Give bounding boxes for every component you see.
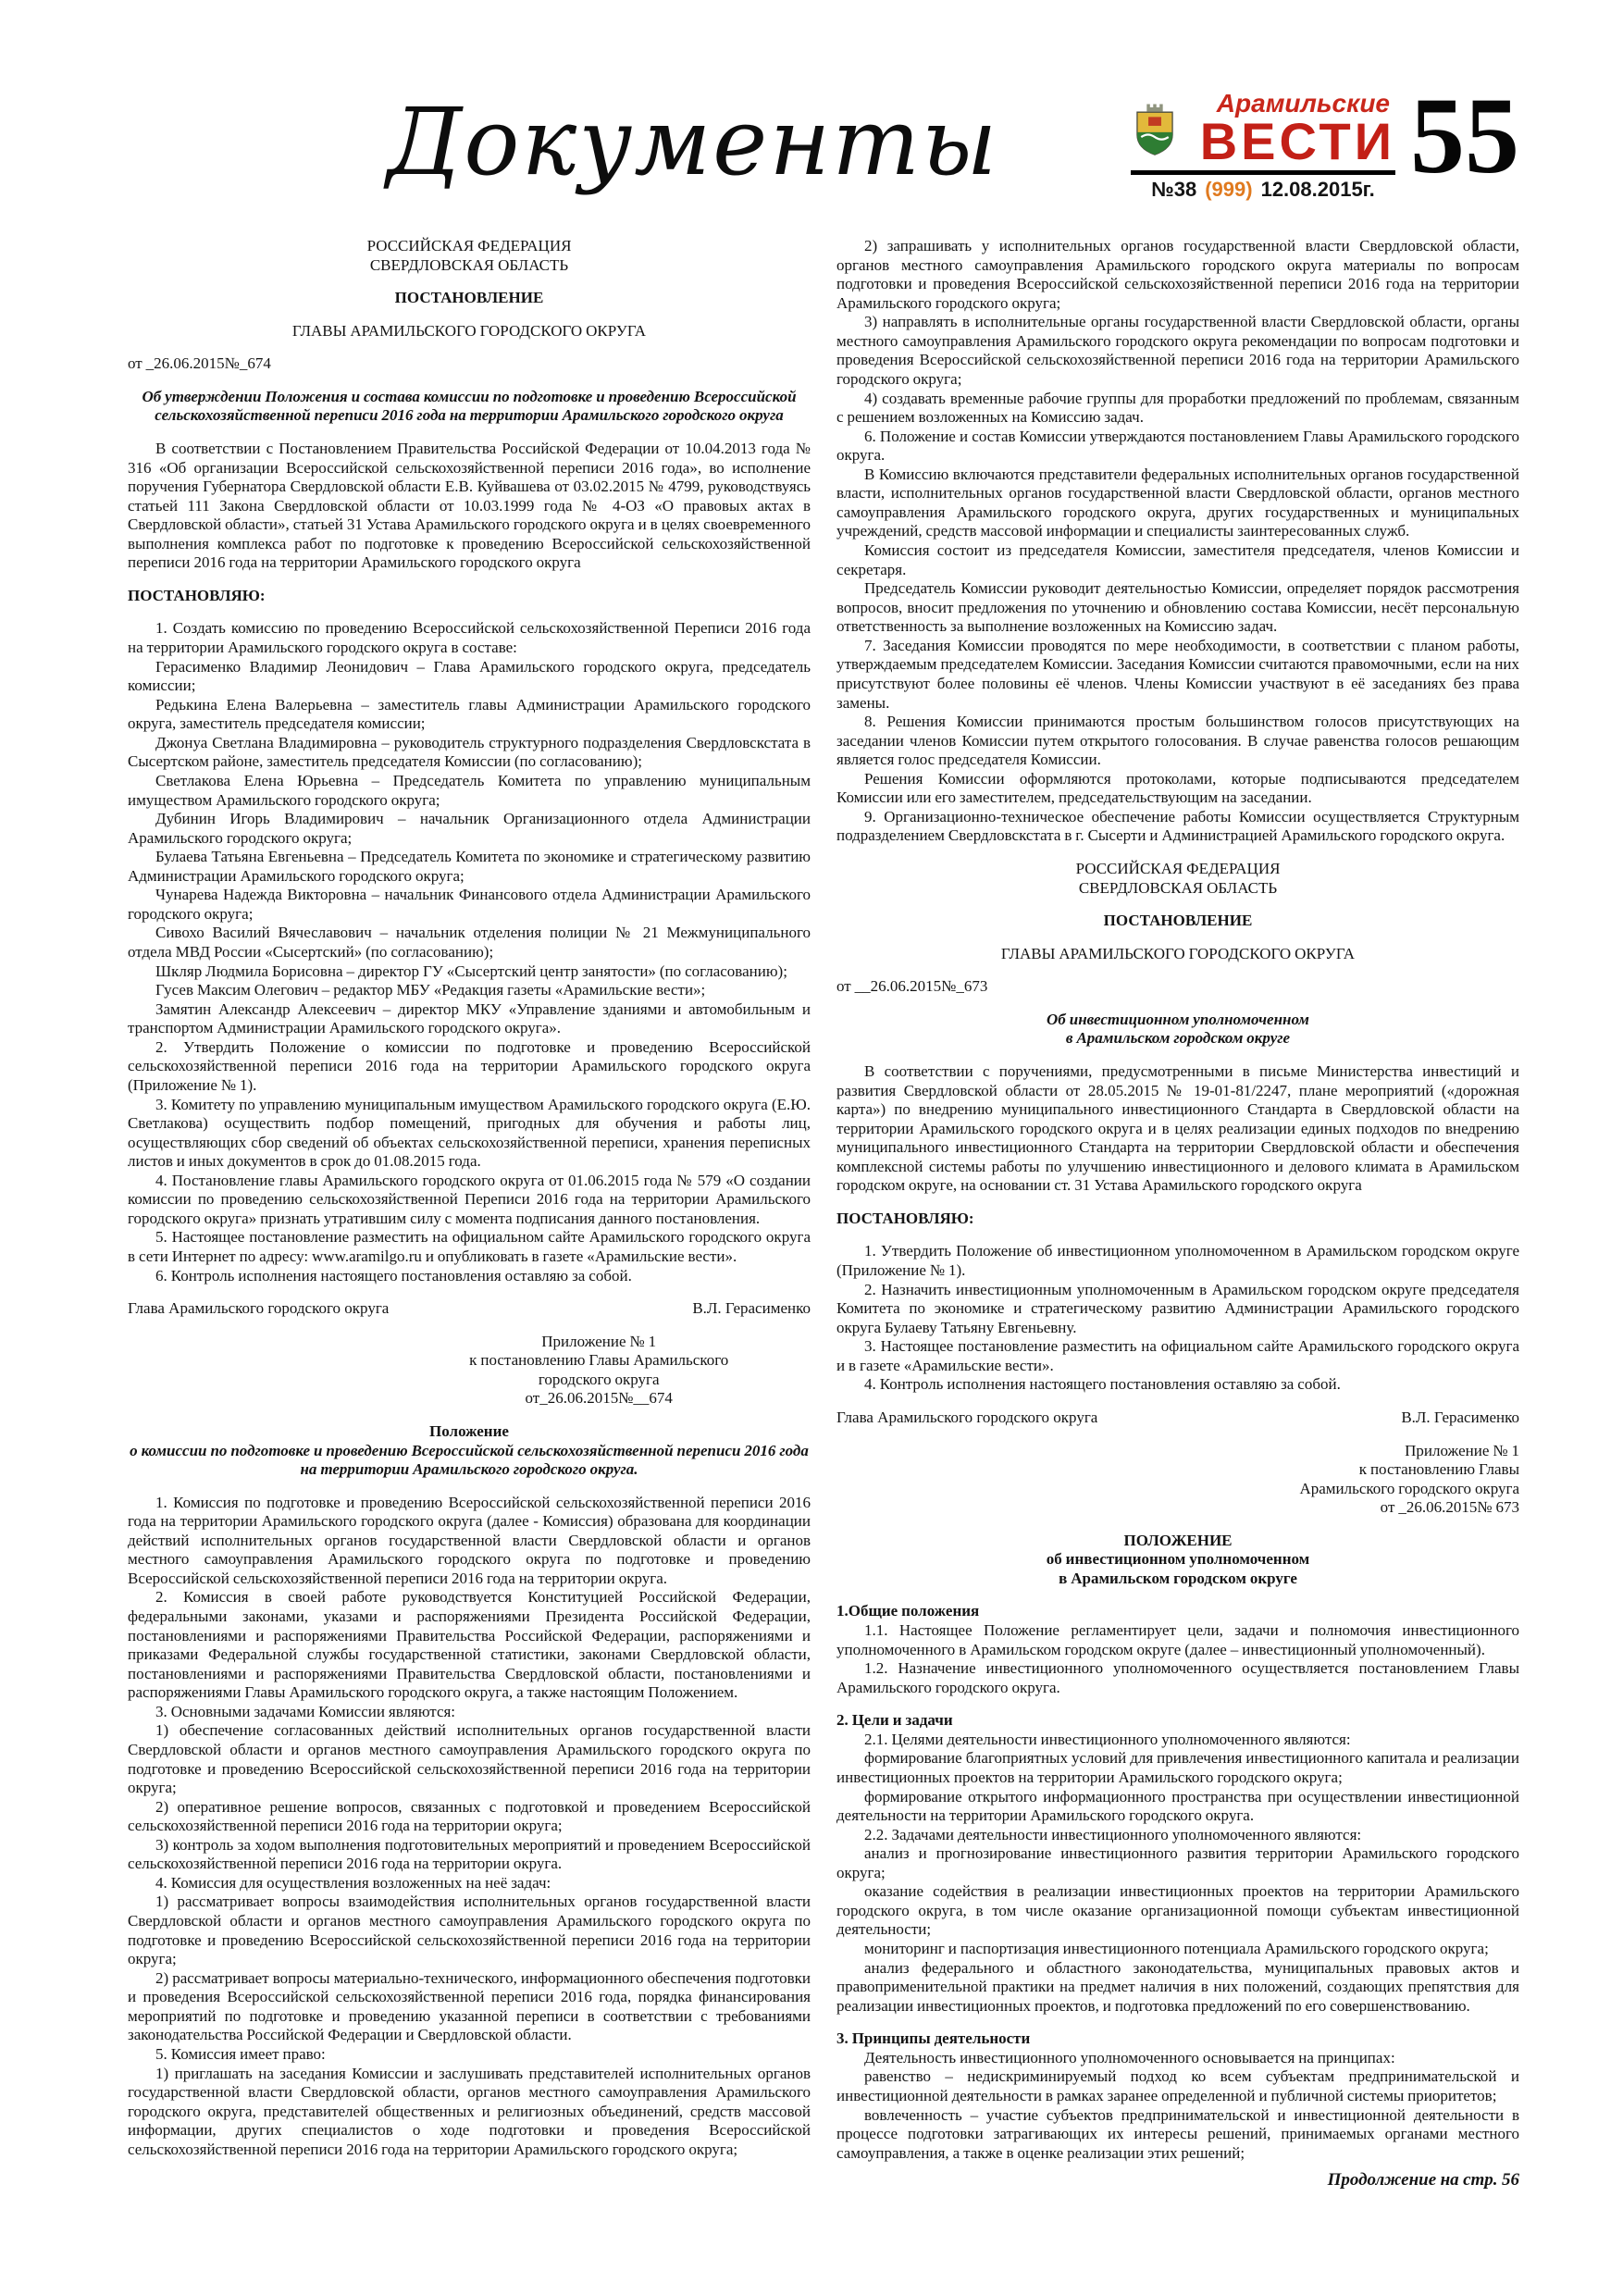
spacer	[128, 426, 811, 440]
spacer	[128, 573, 811, 587]
document-date: от _26.06.2015№_674	[128, 354, 271, 373]
spacer	[836, 1697, 1519, 1711]
section-title: Документы	[387, 88, 999, 196]
paragraph: 7. Заседания Комиссии проводятся по мере необходимости, в соответствии с планом работы, утверждаемым председателем Комиссии. Заседания Комиссии считаются правомочными, если на них присутствуют более половины её членов. Члены Комиссии участвуют в её заседаниях без права замены.	[836, 636, 1519, 712]
spacer	[836, 1428, 1519, 1442]
paragraph: Замятин Александр Алексеевич – директор МКУ «Управление зданиями и автомобильным и транспортом Администрации Арамильского городского округа».	[128, 999, 811, 1037]
masthead	[1131, 91, 1395, 202]
signature-name: В.Л. Герасименко	[1401, 1408, 1519, 1426]
paragraph: 4) создавать временные рабочие группы для проработки предложений по проблемам, связанным с решением возложенных на Комиссию задач.	[836, 389, 1519, 427]
appendix-line: к постановлению Главы Арамильского	[469, 1351, 729, 1370]
document-heading: ПОЛОЖЕНИЕ	[1123, 1531, 1233, 1549]
appendix-line: к постановлению Главы	[1358, 1460, 1519, 1479]
spacer	[128, 1480, 811, 1494]
spacer	[836, 2016, 1519, 2029]
paragraph: 6. Положение и состав Комиссии утверждаются постановлением Главы Арамильского городского округа.	[836, 427, 1519, 465]
paragraph: Чунарева Надежда Викторовна – начальник Финансового отдела Администрации Арамильского городского округа;	[128, 886, 811, 923]
paragraph: 1.1. Настоящее Положение регламентирует цели, задачи и полномочия инвестиционного уполномоченного в Арамильском городском округе (далее – инвестиционный уполномоченный).	[836, 1621, 1519, 1658]
paragraph: 3. Настоящее постановление разместить на официальном сайте Арамильского городского округа и в газете «Арамильские вести».	[836, 1337, 1519, 1374]
paragraph: 2. Назначить инвестиционным уполномоченным в Арамильском городском округе председателя Комитета по экономике и стратегическому развитию Администрации Арамильского городского округа Булаеву Татьяну Евгеньевну.	[836, 1280, 1519, 1336]
page-header	[0, 0, 1623, 231]
document-date: от __26.06.2015№_673	[836, 977, 988, 996]
spacer	[128, 374, 811, 388]
issue-date: 12.08.2015г.	[1260, 178, 1375, 202]
document-heading: РОССИЙСКАЯ ФЕДЕРАЦИЯ	[366, 237, 572, 254]
paragraph: Светлакова Елена Юрьевна – Председатель Комитета по управлению муниципальным имуществом Арамильского городского округа;	[128, 771, 811, 809]
paragraph: 1.2. Назначение инвестиционного уполномоченного осуществляется постановлением Главы Арамильского городского округа.	[836, 1659, 1519, 1696]
document-heading: ГЛАВЫ АРАМИЛЬСКОГО ГОРОДСКОГО ОКРУГА	[291, 321, 647, 340]
brand-name-top: Арамильские	[1216, 89, 1390, 118]
spacer	[836, 898, 1519, 912]
section-heading: ПОСТАНОВЛЯЮ:	[836, 1209, 974, 1227]
paragraph: 4. Постановление главы Арамильского городского округа от 01.06.2015 года № 579 «О создании комиссии по проведению сельскохозяйственной Переписи 2016 года на территории Арамильского городского округа» признать утратившим силу с момента подписания данного постановления.	[128, 1171, 811, 1227]
paragraph: 2.1. Целями деятельности инвестиционного уполномоченного являются:	[864, 1730, 1351, 1748]
spacer	[836, 1395, 1519, 1409]
continuation-note: Продолжение на стр. 56	[1327, 2170, 1519, 2191]
spacer	[836, 1049, 1519, 1062]
document-heading: СВЕРДЛОВСКАЯ ОБЛАСТЬ	[1078, 878, 1278, 897]
document-heading: ПОСТАНОВЛЕНИЕ	[1103, 912, 1253, 930]
paragraph: 3. Комитету по управлению муниципальным имуществом Арамильского городского округа (Е.Ю. Светлакова) осуществить подбор помещений, пригодных для обучения и работы лиц, осуществляющих сбор сведений об объектах сельскохозяйственной переписи, хранения переписных листов и иных документов в срок до 01.08.2015 года.	[128, 1095, 811, 1171]
paragraph: формирование благоприятных условий для привлечения инвестиционного капитала и реализации инвестиционных проектов на территории Арамильского городского округа;	[836, 1749, 1519, 1786]
issue-number: №38	[1151, 178, 1197, 202]
spacer	[128, 1285, 811, 1299]
paragraph: Джонуа Светлана Владимировна – руководитель структурного подразделения Свердловскстата в Сысертском районе, заместитель председателя Комиссии (по согласованию);	[128, 733, 811, 771]
paragraph: Булаева Татьяна Евгеньевна – Председатель Комитета по экономике и стратегическому развитию Администрации Арамильского городского округа;	[128, 848, 811, 885]
paragraph: Редькина Елена Валерьевна – заместитель главы Администрации Арамильского городского округа, заместитель председателя комиссии;	[128, 695, 811, 733]
document-heading: РОССИЙСКАЯ ФЕДЕРАЦИЯ	[1075, 860, 1281, 877]
appendix-line: городского округа	[538, 1370, 660, 1388]
brand-row	[1131, 89, 1395, 170]
paragraph: равенство – недискриминируемый подход ко всем субъектам предпринимательской и инвестиционной деятельности в рамках заранее определенной и публичной системы приоритетов;	[836, 2067, 1519, 2104]
document-heading: ПОСТАНОВЛЕНИЕ	[394, 289, 544, 307]
spacer	[128, 605, 811, 619]
paragraph: В соответствии с Постановлением Правительства Российской Федерации от 10.04.2013 года № 316 «Об организации Всероссийской сельскохозяйственной переписи 2016 года», во исполнение поручения Губернатора Свердловской области Е.В. Куйвашева от 03.02.2015 № 4799, руководствуясь статьей 111 Закона Свердловской области от 10.03.1999 года № 4-ОЗ «О правовых актах в Свердловской области», статьей 31 Устава Арамильского городского округа и в целях своевременного выполнения комплекса работ по подготовке к проведению Всероссийской сельскохозяйственной переписи 2016 года на территории Арамильского городского округа	[128, 439, 811, 572]
paragraph: 9. Организационно-техническое обеспечение работы Комиссии осуществляется Структурным подразделением Свердловскстата в г. Сысерти и Администрацией Арамильского городского округа.	[836, 807, 1519, 845]
section-heading: 3. Принципы деятельности	[836, 2029, 1031, 2048]
document-heading: ГЛАВЫ АРАМИЛЬСКОГО ГОРОДСКОГО ОКРУГА	[1000, 944, 1356, 962]
signature-name: В.Л. Герасименко	[692, 1299, 811, 1318]
spacer	[128, 275, 811, 289]
appendix-line: Приложение № 1	[1405, 1441, 1519, 1459]
signature-row	[128, 1299, 811, 1319]
paragraph: анализ и прогнозирование инвестиционного развития территории Арамильского городского округа;	[836, 1844, 1519, 1881]
paragraph: В Комиссию включаются представители федеральных исполнительных органов государственной власти, исполнительных органов государственной власти Свердловской области, органов местного самоуправления Арамильского городского округа, других государственных и муниципальных учреждений, средств массовой информации и специалисты заинтересованных служб.	[836, 465, 1519, 540]
paragraph: 3. Основными задачами Комиссии являются:	[155, 1702, 456, 1720]
spacer	[836, 1196, 1519, 1210]
document-columns	[0, 231, 1623, 2232]
paragraph: Шкляр Людмила Борисовна – директор ГУ «Сысертский центр занятости» (по согласованию);	[155, 962, 787, 980]
appendix-line: от_26.06.2015№__674	[525, 1389, 673, 1408]
spacer	[836, 997, 1519, 1011]
paragraph: 1. Комиссия по подготовке и проведению Всероссийской сельскохозяйственной переписи 2016 года на территории Арамильского городского округа (далее - Комиссия) образована для координации действий исполнительных органов государственной власти Свердловской области и органов местного самоуправления Арамильского городского округа по подготовке и проведению Всероссийской сельскохозяйственной переписи 2016 года на территории округа.	[128, 1493, 811, 1587]
document-title: о комиссии по подготовке и проведению Всероссийской сельскохозяйственной переписи 2016 года на территории Арамильского городского округа.	[130, 1441, 809, 1479]
paragraph: 8. Решения Комиссии принимаются простым большинством голосов присутствующих на заседании членов Комиссии путем открытого голосования. В случае равенства голосов решающим является голос председателя Комиссии.	[836, 713, 1519, 769]
paragraph: В соответствии с поручениями, предусмотренными в письме Министерства инвестиций и развития Свердловской области от 28.05.2015 № 19-01-81/2247, плане мероприятий («дорожная карта») по внедрению муниципального инвестиционного Стандарта в Свердловской области на территории Арамильского городского округа и в целях реализации единых подходов по внедрению муниципального инвестиционного Стандарта на территории Свердловской области и обеспечения комплексной системы работы по улучшению инвестиционного и делового климата в Арамильском городском округе, на основании ст. 31 Устава Арамильского городского округа	[836, 1061, 1519, 1195]
paragraph: 2.2. Задачами деятельности инвестиционного уполномоченного являются:	[864, 1825, 1362, 1843]
coat-of-arms-icon	[1131, 102, 1179, 166]
document-title: Об утверждении Положения и состава комиссии по подготовке и проведению Всероссийской сельскохозяйственной переписи 2016 года на территории Арамильского городского округа	[142, 387, 797, 425]
document-title: в Арамильском городском округе	[1065, 1029, 1291, 1048]
brand-text	[1186, 89, 1395, 170]
paragraph: 6. Контроль исполнения настоящего постановления оставляю за собой.	[155, 1266, 632, 1285]
paragraph: 3) направлять в исполнительные органы государственной власти Свердловской области, органы местного самоуправления Арамильского городского округа рекомендации по вопросам подготовки и проведения Всероссийской сельскохозяйственной переписи 2016 года на территории Арамильского городского округа;	[836, 313, 1519, 388]
paragraph: 2. Комиссия в своей работе руководствуется Конституцией Российской Федерации, федеральными законами, указами и распоряжениями Президента Российской Федерации, постановлениями и распоряжениями Правительства Российской Федерации, распоряжениями и приказами Федеральной службы государственной статистики, законами Свердловской области, постановлениями и распоряжениями Правительства Свердловской области, постановлениями и распоряжениями Главы Арамильского городского округа, а также настоящим Положением.	[128, 1588, 811, 1702]
paragraph: 5. Настоящее постановление разместить на официальном сайте Арамильского городского округа в сети Интернет по адресу: www.aramilgo.ru и опубликовать в газете «Арамильские вести».	[128, 1228, 811, 1265]
paragraph: 1) приглашать на заседания Комиссии и заслушивать представителей исполнительных органов государственной власти Свердловской области, органов местного самоуправления Арамильского городского округа, представителей общественных и религиозных объединений, средств массовой информации, других специалистов о ходе подготовки и проведения Всероссийской сельскохозяйственной переписи 2016 года на территории Арамильского городского округа;	[128, 2064, 811, 2158]
paragraph: Гусев Максим Олегович – редактор МБУ «Редакция газеты «Арамильские вести»;	[155, 981, 706, 999]
appendix-line: от _26.06.2015№ 673	[1380, 1498, 1519, 1517]
paragraph: Председатель Комиссии руководит деятельностью Комиссии, определяет порядок рассмотрения вопросов, вносит предложения по уточнению и обновлению состава Комиссии, несёт персональную ответственность за выполнение возложенных на Комиссию задач.	[836, 579, 1519, 636]
document-heading: Положение	[429, 1421, 509, 1440]
spacer	[836, 931, 1519, 945]
paragraph: формирование открытого информационного пространства при осуществлении инвестиционной деятельности на территории Арамильского городского округа.	[836, 1787, 1519, 1825]
paragraph: 4. Контроль исполнения настоящего постановления оставляю за собой.	[864, 1375, 1341, 1394]
document-title: Об инвестиционном уполномоченном	[1047, 1010, 1309, 1028]
paragraph: 1) рассматривает вопросы взаимодействия исполнительных органов государственной власти Свердловской области и органов местного самоуправления Арамильского городского округа по подготовке и проведению Всероссийской сельскохозяйственной переписи 2016 года на территории округа;	[128, 1893, 811, 1968]
paragraph: вовлеченность – участие субъектов предпринимательской и инвестиционной деятельности в процессе подготовки затрагивающих их интересы решений, принимаемых органами местного самоуправления, а также в оценке реализации этих решений;	[836, 2105, 1519, 2162]
spacer	[836, 963, 1519, 977]
signature-position: Глава Арамильского городского округа	[836, 1408, 1098, 1426]
document-heading: в Арамильском городском округе	[1059, 1569, 1297, 1587]
brand-name: ВЕСТИ	[1199, 112, 1395, 170]
section-heading: 2. Цели и задачи	[836, 1711, 953, 1730]
paragraph: Деятельность инвестиционного уполномоченного основывается на принципах:	[864, 2048, 1395, 2066]
paragraph: 2. Утвердить Положение о комиссии по подготовке и проведению Всероссийской сельскохозяйственной переписи 2016 года на территории Арамильского городского округа (Приложение № 1).	[128, 1037, 811, 1094]
spacer	[836, 1588, 1519, 1602]
document-heading: об инвестиционном уполномоченном	[1046, 1550, 1310, 1569]
paragraph: 1. Создать комиссию по проведению Всероссийской сельскохозяйственной Переписи 2016 года на территории Арамильского городского округа в составе:	[128, 619, 811, 656]
appendix-line: Приложение № 1	[541, 1332, 657, 1350]
signature-row	[836, 1409, 1519, 1428]
section-heading: ПОСТАНОВЛЯЮ:	[128, 586, 266, 604]
paragraph: Герасименко Владимир Леонидович – Глава Арамильского городского округа, председатель комиссии;	[128, 657, 811, 695]
paragraph: 4. Комиссия для осуществления возложенных на неё задач:	[155, 1873, 551, 1892]
spacer	[836, 846, 1519, 860]
appendix-line: Арамильского городского округа	[1299, 1479, 1519, 1497]
paragraph: 2) запрашивать у исполнительных органов государственной власти Свердловской области, органов местного самоуправления Арамильского городского округа материалы по вопросам подготовки и проведения Всероссийской сельскохозяйственной переписи 2016 года на территории Арамильского городского округа;	[836, 237, 1519, 312]
spacer	[128, 1409, 811, 1422]
spacer	[836, 1518, 1519, 1532]
paragraph: Дубинин Игорь Владимирович – начальник Организационного отдела Администрации Арамильского городского округа;	[128, 810, 811, 847]
paragraph: 3) контроль за ходом выполнения подготовительных мероприятий и проведением Всероссийской сельскохозяйственной переписи 2016 года на территории округа.	[128, 1835, 811, 1873]
paragraph: анализ федерального и областного законодательства, муниципальных правовых актов и правоприменительной практики на предмет наличия в них положений, создающих препятствия для реализации инвестиционных проектов, и подготовка предложений по его совершенствованию.	[836, 1958, 1519, 2015]
paragraph: Сивохо Василий Вячеславович – начальник отделения полиции № 21 Межмуниципального отдела МВД России «Сысертский» (по согласованию);	[128, 924, 811, 961]
spacer	[128, 308, 811, 322]
spacer	[836, 1228, 1519, 1242]
paragraph: Комиссия состоит из председателя Комиссии, заместителя председателя, членов Комиссии и секретаря.	[836, 541, 1519, 578]
paragraph: оказание содействия в реализации инвестиционных проектов на территории Арамильского городского округа, в том числе оказание организационной помощи субъектам инвестиционной деятельности;	[836, 1882, 1519, 1939]
page-number: 55	[1410, 75, 1519, 196]
left-column	[128, 237, 811, 2191]
right-column	[836, 237, 1519, 2191]
issue-line	[1131, 170, 1395, 202]
section-heading: 1.Общие положения	[836, 1602, 980, 1620]
spacer	[128, 1319, 811, 1333]
document-heading: СВЕРДЛОВСКАЯ ОБЛАСТЬ	[369, 255, 569, 274]
spacer	[128, 341, 811, 354]
signature-position: Глава Арамильского городского округа	[128, 1299, 390, 1318]
paragraph: 2) оперативное решение вопросов, связанных с подготовкой и проведением Всероссийской сельскохозяйственной переписи 2016 года на территории округа;	[128, 1797, 811, 1835]
paragraph: 5. Комиссия имеет право:	[155, 2044, 326, 2063]
paragraph: Решения Комиссии оформляются протоколами, которые подписываются председателем Комиссии или его заместителем, председательствующим на заседании.	[836, 769, 1519, 807]
paragraph: 1) обеспечение согласованных действий исполнительных органов государственной власти Свердловской области и органов местного самоуправления Арамильского городского округа по подготовке и проведению Всероссийской сельскохозяйственной переписи 2016 года на территории округа;	[128, 1721, 811, 1797]
paragraph: 1. Утвердить Положение об инвестиционном уполномоченном в Арамильском городском округе (Приложение № 1).	[836, 1242, 1519, 1279]
paragraph: 2) рассматривает вопросы материально-технического, информационного обеспечения подготовки и проведения Всероссийской сельскохозяйственной переписи 2016 года, порядка финансирования мероприятий по подготовке и проведению указанной переписи в соответствии с требованиями законодательства Российской Федерации и Свердловской области.	[128, 1968, 811, 2044]
paragraph: мониторинг и паспортизация инвестиционного потенциала Арамильского городского округа;	[864, 1940, 1489, 1957]
issue-total-number: (999)	[1205, 178, 1253, 202]
